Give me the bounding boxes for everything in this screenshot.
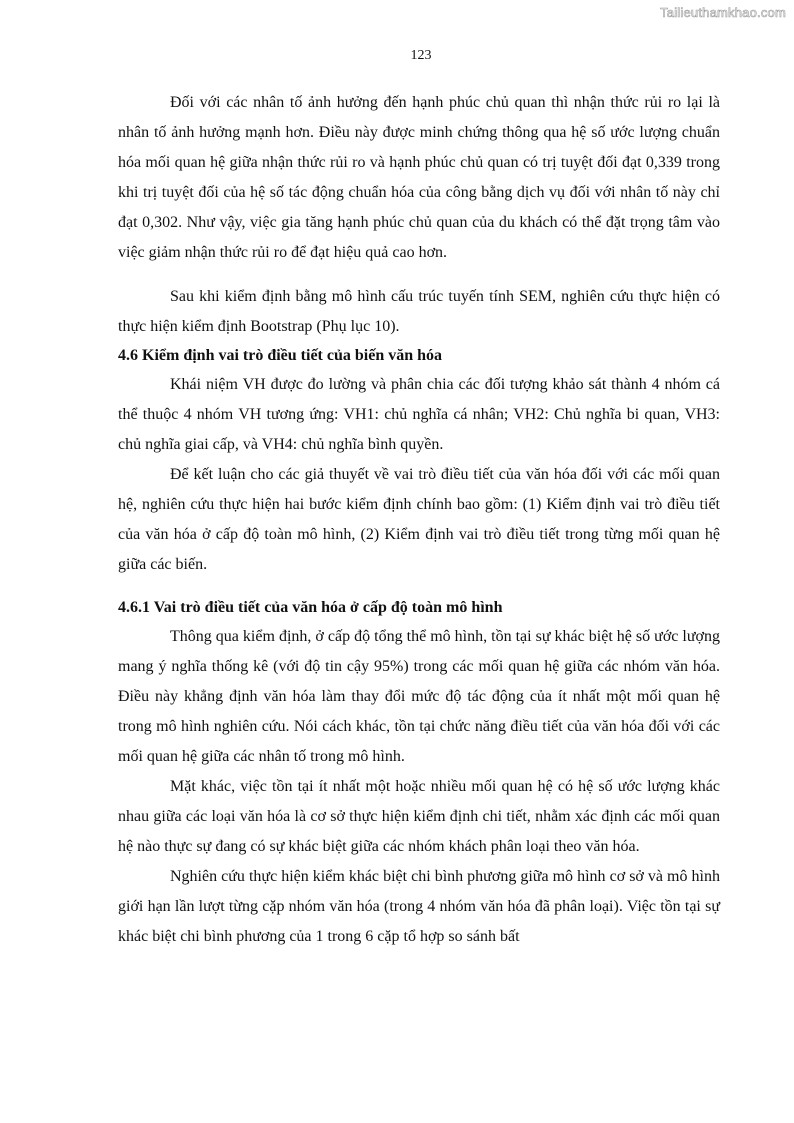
- paragraph-bootstrap: Sau khi kiểm định bằng mô hình cấu trúc tuyến tính SEM, nghiên cứu thực hiện có thực hiện kiểm định Bootstrap (Phụ lục 10).: [118, 288, 720, 335]
- watermark: Tailieuthamkhao.com: [660, 5, 786, 20]
- paragraph-detailed-test: Mặt khác, việc tồn tại ít nhất một hoặc nhiều mối quan hệ có hệ số ước lượng khác nhau giữa các loại văn hóa là cơ sở thực hiện kiểm định chi tiết, nhằm xác định các mối quan hệ nào thực sự đang có sự khác biệt giữa các nhóm khách phân loại theo văn hóa.: [118, 778, 720, 855]
- page-number: 123: [410, 48, 432, 63]
- section-heading-4-6: 4.6 Kiểm định vai trò điều tiết của biến văn hóa: [118, 347, 443, 364]
- paragraph-subjective-happiness: Đối với các nhân tố ảnh hưởng đến hạnh phúc chủ quan thì nhận thức rủi ro lại là nhân tố ảnh hưởng mạnh hơn. Điều này được minh chứng thông qua hệ số ước lượng chuẩn hóa mối quan hệ giữa nhận thức rủi ro và hạnh phúc chủ quan có trị tuyệt đối đạt 0,339 trong khi trị tuyệt đối của hệ số tác động chuẩn hóa của công bằng dịch vụ đối với nhân tố này chỉ đạt 0,302. Như vậy, việc gia tăng hạnh phúc chủ quan của du khách có thể đặt trọng tâm vào việc giảm nhận thức rủi ro để đạt hiệu quả cao hơn.: [118, 94, 720, 261]
- paragraph-culture-groups: Khái niệm VH được đo lường và phân chia các đối tượng khảo sát thành 4 nhóm cá thể thuộc 4 nhóm VH tương ứng: VH1: chủ nghĩa cá nhân; VH2: Chủ nghĩa bi quan, VH3: chủ nghĩa giai cấp, và VH4: chủ nghĩa bình quyền.: [118, 376, 720, 453]
- paragraph-chi-square: Nghiên cứu thực hiện kiểm khác biệt chi bình phương giữa mô hình cơ sở và mô hình giới hạn lần lượt từng cặp nhóm văn hóa (trong 4 nhóm văn hóa đã phân loại). Việc tồn tại sự khác biệt chi bình phương của 1 trong 6 cặp tổ hợp so sánh bất: [118, 868, 720, 945]
- paragraph-two-steps: Để kết luận cho các giả thuyết về vai trò điều tiết của văn hóa đối với các mối quan hệ, nghiên cứu thực hiện hai bước kiểm định chính bao gồm: (1) Kiểm định vai trò điều tiết của văn hóa ở cấp độ toàn mô hình, (2) Kiểm định vai trò điều tiết trong từng mối quan hệ giữa các biến.: [118, 466, 720, 573]
- section-heading-4-6-1: 4.6.1 Vai trò điều tiết của văn hóa ở cấp độ toàn mô hình: [118, 599, 503, 616]
- document-body: [118, 88, 720, 952]
- paragraph-model-level: Thông qua kiểm định, ở cấp độ tổng thể mô hình, tồn tại sự khác biệt hệ số ước lượng mang ý nghĩa thống kê (với độ tin cậy 95%) trong các mối quan hệ giữa các nhóm văn hóa. Điều này khẳng định văn hóa làm thay đổi mức độ tác động của ít nhất một mối quan hệ trong mô hình nghiên cứu. Nói cách khác, tồn tại chức năng điều tiết của văn hóa đối với các mối quan hệ giữa các nhân tố trong mô hình.: [118, 628, 720, 765]
